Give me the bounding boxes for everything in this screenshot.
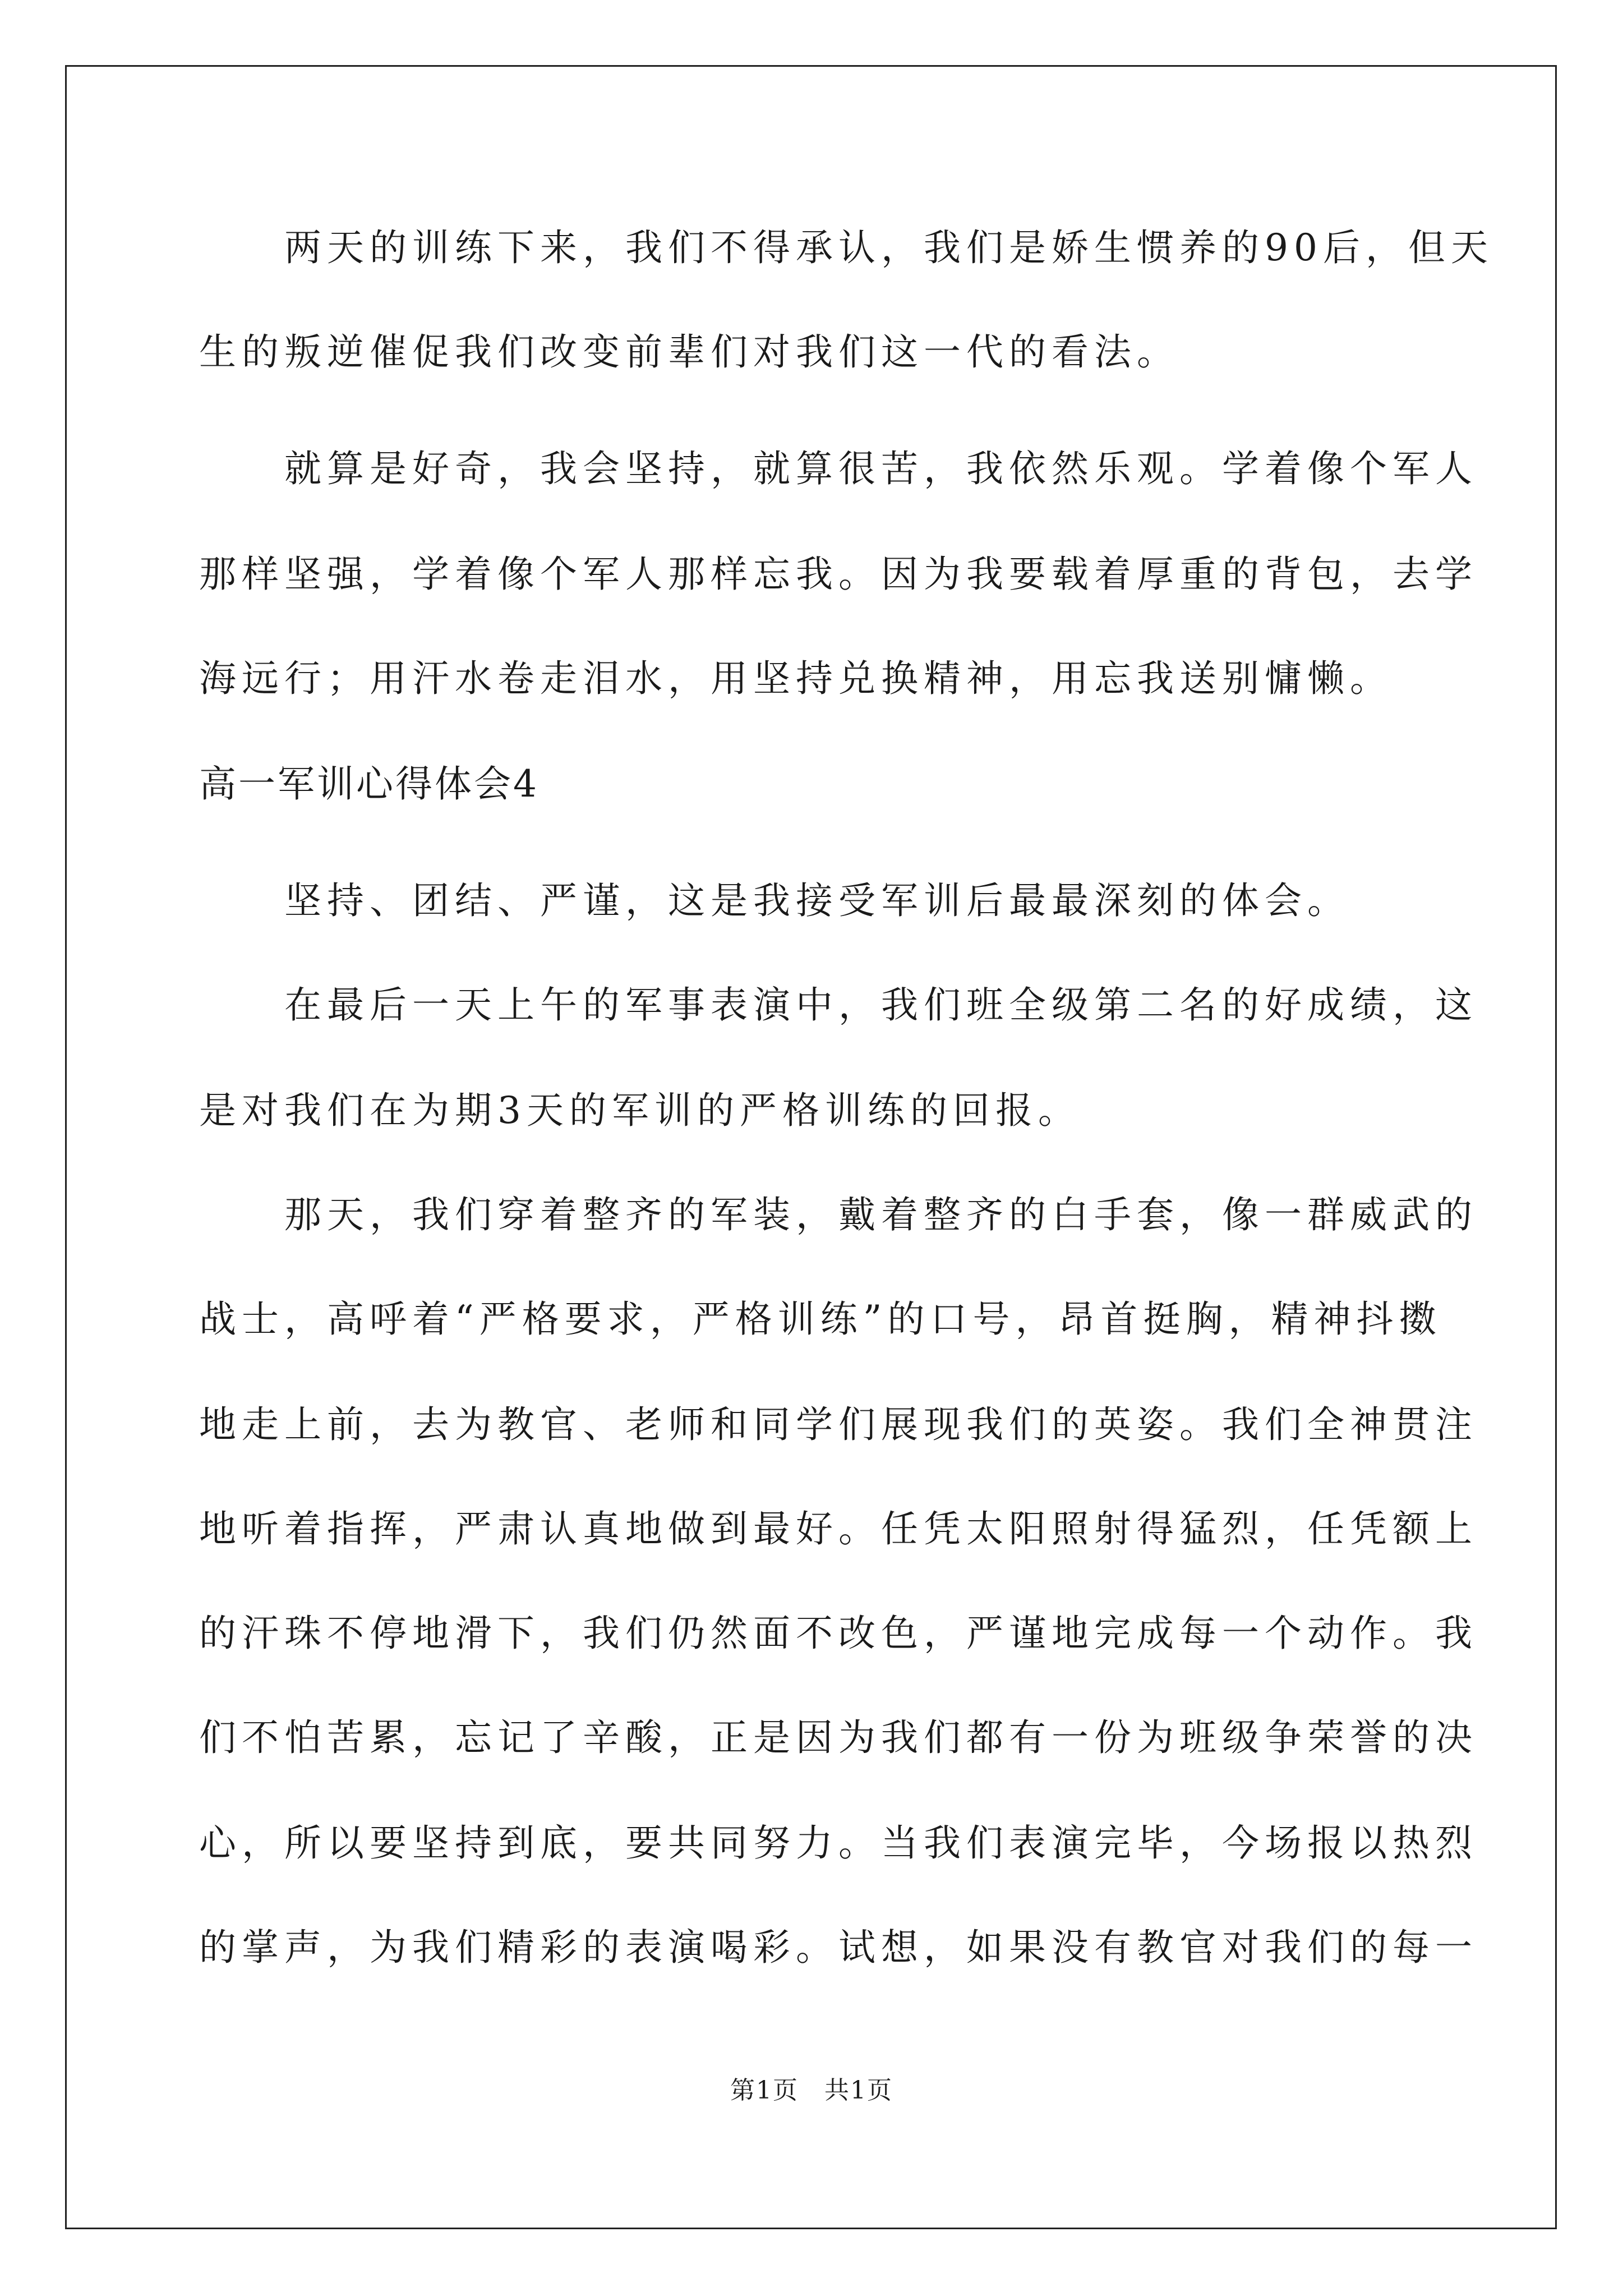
page-border — [65, 65, 1557, 2229]
paragraph-line: 坚持、团结、严谨，这是我接受军训后最最深刻的体会。 — [199, 879, 1350, 922]
paragraph-line: 战士，高呼着“严格要求，严格训练”的口号，昂首挺胸，精神抖擞 — [199, 1297, 1442, 1341]
page-total: 共1页 — [824, 2076, 893, 2105]
page-number: 第1页 — [730, 2076, 799, 2105]
paragraph-line: 两天的训练下来，我们不得承认，我们是娇生惯养的90后，但天 — [199, 226, 1493, 269]
paragraph-line: 们不怕苦累，忘记了辛酸，正是因为我们都有一份为班级争荣誉的决 — [199, 1716, 1478, 1759]
paragraph-line: 在最后一天上午的军事表演中，我们班全级第二名的好成绩，这 — [199, 983, 1478, 1027]
paragraph-line: 地走上前，去为教官、老师和同学们展现我们的英姿。我们全神贯注 — [199, 1403, 1478, 1446]
paragraph-line: 就算是好奇，我会坚持，就算很苦，我依然乐观。学着像个军人 — [199, 447, 1478, 490]
paragraph-line: 海远行；用汗水卷走泪水，用坚持兑换精神，用忘我送别慵懒。 — [199, 657, 1393, 700]
paragraph-line: 那天，我们穿着整齐的军装，戴着整齐的白手套，像一群威武的 — [199, 1193, 1478, 1236]
paragraph-line: 生的叛逆催促我们改变前辈们对我们这一代的看法。 — [199, 330, 1179, 374]
paragraph-line: 地听着指挥，严肃认真地做到最好。任凭太阳照射得猛烈，任凭额上 — [199, 1507, 1478, 1550]
paragraph-line: 那样坚强，学着像个军人那样忘我。因为我要载着厚重的背包，去学 — [199, 553, 1478, 596]
paragraph-line: 心，所以要坚持到底，要共同努力。当我们表演完毕，今场报以热烈 — [199, 1821, 1478, 1865]
paragraph-line: 是对我们在为期3天的军训的严格训练的回报。 — [199, 1089, 1081, 1132]
paragraph-line: 的掌声，为我们精彩的表演喝彩。试想，如果没有教官对我们的每一 — [199, 1926, 1478, 1969]
paragraph-line: 的汗珠不停地滑下，我们仍然面不改色，严谨地完成每一个动作。我 — [199, 1612, 1478, 1655]
page-footer — [0, 2076, 1623, 2106]
section-heading: 高一军训心得体会4 — [199, 762, 539, 806]
